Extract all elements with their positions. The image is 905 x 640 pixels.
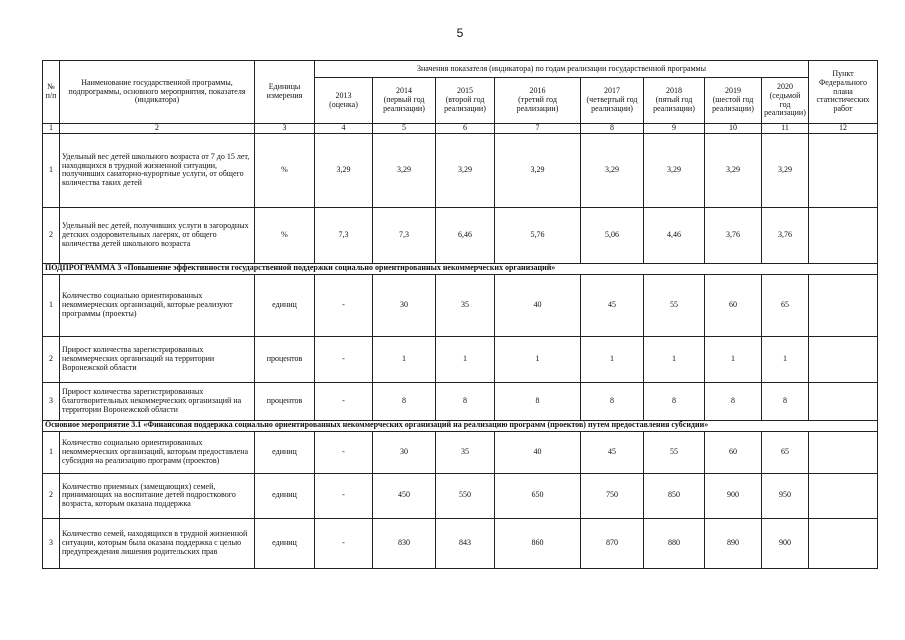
header-year-2014 (373, 78, 436, 124)
value-cell: 1 (495, 336, 581, 382)
header-year-2013 (315, 78, 373, 124)
header-name: Наименование государственной программы, подпрограммы, основного мероприятия, показателя (индикатора) (60, 61, 255, 124)
header-year-2017 (581, 78, 644, 124)
value-cell: 750 (581, 473, 644, 518)
value-cell: 45 (581, 431, 644, 473)
value-cell: 65 (762, 431, 809, 473)
value-cell: 890 (705, 518, 762, 568)
value-cell: 8 (762, 382, 809, 420)
value-cell: 830 (373, 518, 436, 568)
federal-plan-cell (809, 207, 878, 263)
value-cell: 3,29 (495, 133, 581, 207)
year-note: (оценка) (329, 99, 358, 109)
value-cell: 1 (581, 336, 644, 382)
indicator-name: Удельный вес детей школьного возраста от 7 до 15 лет, находящихся в трудной жизненной ситуации, получивших санаторно-курортные услуги, от общего количества таких детей (60, 133, 255, 207)
value-cell: 950 (762, 473, 809, 518)
column-index: 9 (644, 124, 705, 134)
value-cell: - (315, 473, 373, 518)
unit-cell: единиц (255, 431, 315, 473)
unit-cell: процентов (255, 382, 315, 420)
unit-cell: % (255, 207, 315, 263)
year-note: (первый год реализации) (383, 95, 425, 113)
value-cell: - (315, 274, 373, 336)
year-note: (четвертый год реализации) (586, 95, 638, 113)
value-cell: 45 (581, 274, 644, 336)
header-year-2020 (762, 78, 809, 124)
table-row (43, 336, 878, 382)
value-cell: 3,76 (705, 207, 762, 263)
value-cell: 1 (705, 336, 762, 382)
header-values-group: Значения показателя (индикатора) по годам реализации государственной программы (315, 61, 809, 78)
column-index: 10 (705, 124, 762, 134)
value-cell: 650 (495, 473, 581, 518)
value-cell: 1 (373, 336, 436, 382)
indicator-name: Удельный вес детей, получивших услуги в загородных детских оздоровительных лагерях, от общего количества детей школьного возраста (60, 207, 255, 263)
value-cell: 8 (495, 382, 581, 420)
table-row (43, 518, 878, 568)
table-row (43, 382, 878, 420)
value-cell: 1 (762, 336, 809, 382)
row-number: 1 (43, 133, 60, 207)
column-index: 6 (436, 124, 495, 134)
year-note: (второй год реализации) (444, 95, 486, 113)
value-cell: 7,3 (373, 207, 436, 263)
value-cell: 550 (436, 473, 495, 518)
value-cell: 55 (644, 431, 705, 473)
federal-plan-cell (809, 473, 878, 518)
indicator-name: Количество семей, находящихся в трудной жизненной ситуации, которым была оказана поддержка с целью предупреждения лишения родительских прав (60, 518, 255, 568)
value-cell: 3,76 (762, 207, 809, 263)
column-index: 3 (255, 124, 315, 134)
value-cell: 8 (705, 382, 762, 420)
year-label: 2020 (777, 81, 793, 91)
value-cell: 880 (644, 518, 705, 568)
value-cell: 4,46 (644, 207, 705, 263)
section-title: ПОДПРОГРАММА 3 «Повышение эффективности государственной поддержки социально ориентированных некоммерческих организаций» (43, 263, 878, 274)
value-cell: 8 (581, 382, 644, 420)
indicators-table (42, 60, 878, 569)
indicator-name: Прирост количества зарегистрированных благотворительных некоммерческих организаций на территории Воронежской области (60, 382, 255, 420)
row-number: 1 (43, 431, 60, 473)
section-row (43, 420, 878, 431)
indicator-name: Количество социально ориентированных некоммерческих организаций, которые реализуют программы (проекты) (60, 274, 255, 336)
value-cell: 3,29 (762, 133, 809, 207)
value-cell: 65 (762, 274, 809, 336)
value-cell: 1 (436, 336, 495, 382)
column-index: 4 (315, 124, 373, 134)
column-index: 2 (60, 124, 255, 134)
federal-plan-cell (809, 382, 878, 420)
column-index: 8 (581, 124, 644, 134)
unit-cell: единиц (255, 274, 315, 336)
unit-cell: единиц (255, 518, 315, 568)
value-cell: 5,76 (495, 207, 581, 263)
year-note: (шестой год реализации) (712, 95, 754, 113)
value-cell: - (315, 431, 373, 473)
header-year-2016 (495, 78, 581, 124)
value-cell: 843 (436, 518, 495, 568)
column-index: 7 (495, 124, 581, 134)
page-number: 5 (456, 26, 464, 40)
value-cell: 870 (581, 518, 644, 568)
row-number: 3 (43, 518, 60, 568)
value-cell: - (315, 518, 373, 568)
table-row (43, 431, 878, 473)
value-cell: 6,46 (436, 207, 495, 263)
year-label: 2018 (666, 86, 682, 96)
section-row (43, 263, 878, 274)
row-number: 2 (43, 207, 60, 263)
table-row (43, 207, 878, 263)
header-year-2019 (705, 78, 762, 124)
year-label: 2014 (396, 86, 412, 96)
value-cell: 3,29 (581, 133, 644, 207)
table-row (43, 473, 878, 518)
value-cell: - (315, 382, 373, 420)
value-cell: 35 (436, 274, 495, 336)
indicator-name: Прирост количества зарегистрированных некоммерческих организаций на территории Воронежской области (60, 336, 255, 382)
federal-plan-cell (809, 133, 878, 207)
row-number: 3 (43, 382, 60, 420)
row-number: 2 (43, 473, 60, 518)
year-label: 2016 (529, 86, 546, 96)
value-cell: 30 (373, 274, 436, 336)
federal-plan-cell (809, 336, 878, 382)
header-unit: Единицы измерения (255, 61, 315, 124)
indicator-name: Количество социально ориентированных некоммерческих организаций, которым предоставлена субсидия на реализацию программ (проектов) (60, 431, 255, 473)
year-note: (третий год реализации) (516, 95, 559, 113)
value-cell: 55 (644, 274, 705, 336)
value-cell: 5,06 (581, 207, 644, 263)
value-cell: 1 (644, 336, 705, 382)
value-cell: 850 (644, 473, 705, 518)
year-label: 2015 (457, 86, 473, 96)
value-cell: 40 (495, 431, 581, 473)
header-federal-plan: Пункт Федерального плана статистических работ (809, 61, 878, 124)
federal-plan-cell (809, 274, 878, 336)
column-index: 12 (809, 124, 878, 134)
year-label: 2017 (604, 86, 620, 96)
federal-plan-cell (809, 518, 878, 568)
indicator-name: Количество приемных (замещающих) семей, принимающих на воспитание детей подросткового возраста, которым оказана поддержка (60, 473, 255, 518)
year-label: 2019 (725, 86, 741, 96)
value-cell: 3,29 (315, 133, 373, 207)
column-index: 1 (43, 124, 60, 134)
table-row (43, 274, 878, 336)
unit-cell: % (255, 133, 315, 207)
header-year-2018 (644, 78, 705, 124)
value-cell: 40 (495, 274, 581, 336)
value-cell: 3,29 (705, 133, 762, 207)
value-cell: 3,29 (436, 133, 495, 207)
value-cell: 60 (705, 431, 762, 473)
header-num: № п/п (43, 61, 60, 124)
year-note: (пятый год реализации) (653, 95, 695, 113)
value-cell: 860 (495, 518, 581, 568)
value-cell: 450 (373, 473, 436, 518)
row-number: 2 (43, 336, 60, 382)
value-cell: 3,29 (373, 133, 436, 207)
value-cell: 8 (373, 382, 436, 420)
unit-cell: единиц (255, 473, 315, 518)
value-cell: 30 (373, 431, 436, 473)
federal-plan-cell (809, 431, 878, 473)
year-note: (седьмой год реализации) (764, 90, 806, 118)
unit-cell: процентов (255, 336, 315, 382)
value-cell: 900 (705, 473, 762, 518)
value-cell: - (315, 336, 373, 382)
value-cell: 900 (762, 518, 809, 568)
column-index: 11 (762, 124, 809, 134)
row-number: 1 (43, 274, 60, 336)
table-row (43, 133, 878, 207)
value-cell: 3,29 (644, 133, 705, 207)
year-label: 2013 (335, 90, 352, 100)
value-cell: 8 (644, 382, 705, 420)
header-year-2015 (436, 78, 495, 124)
value-cell: 35 (436, 431, 495, 473)
column-index: 5 (373, 124, 436, 134)
value-cell: 60 (705, 274, 762, 336)
section-title: Основное мероприятие 3.1 «Финансовая поддержка социально ориентированных некоммерческих организаций на реализацию программ (проектов) путем предоставления субсидии» (43, 420, 878, 431)
value-cell: 8 (436, 382, 495, 420)
value-cell: 7,3 (315, 207, 373, 263)
